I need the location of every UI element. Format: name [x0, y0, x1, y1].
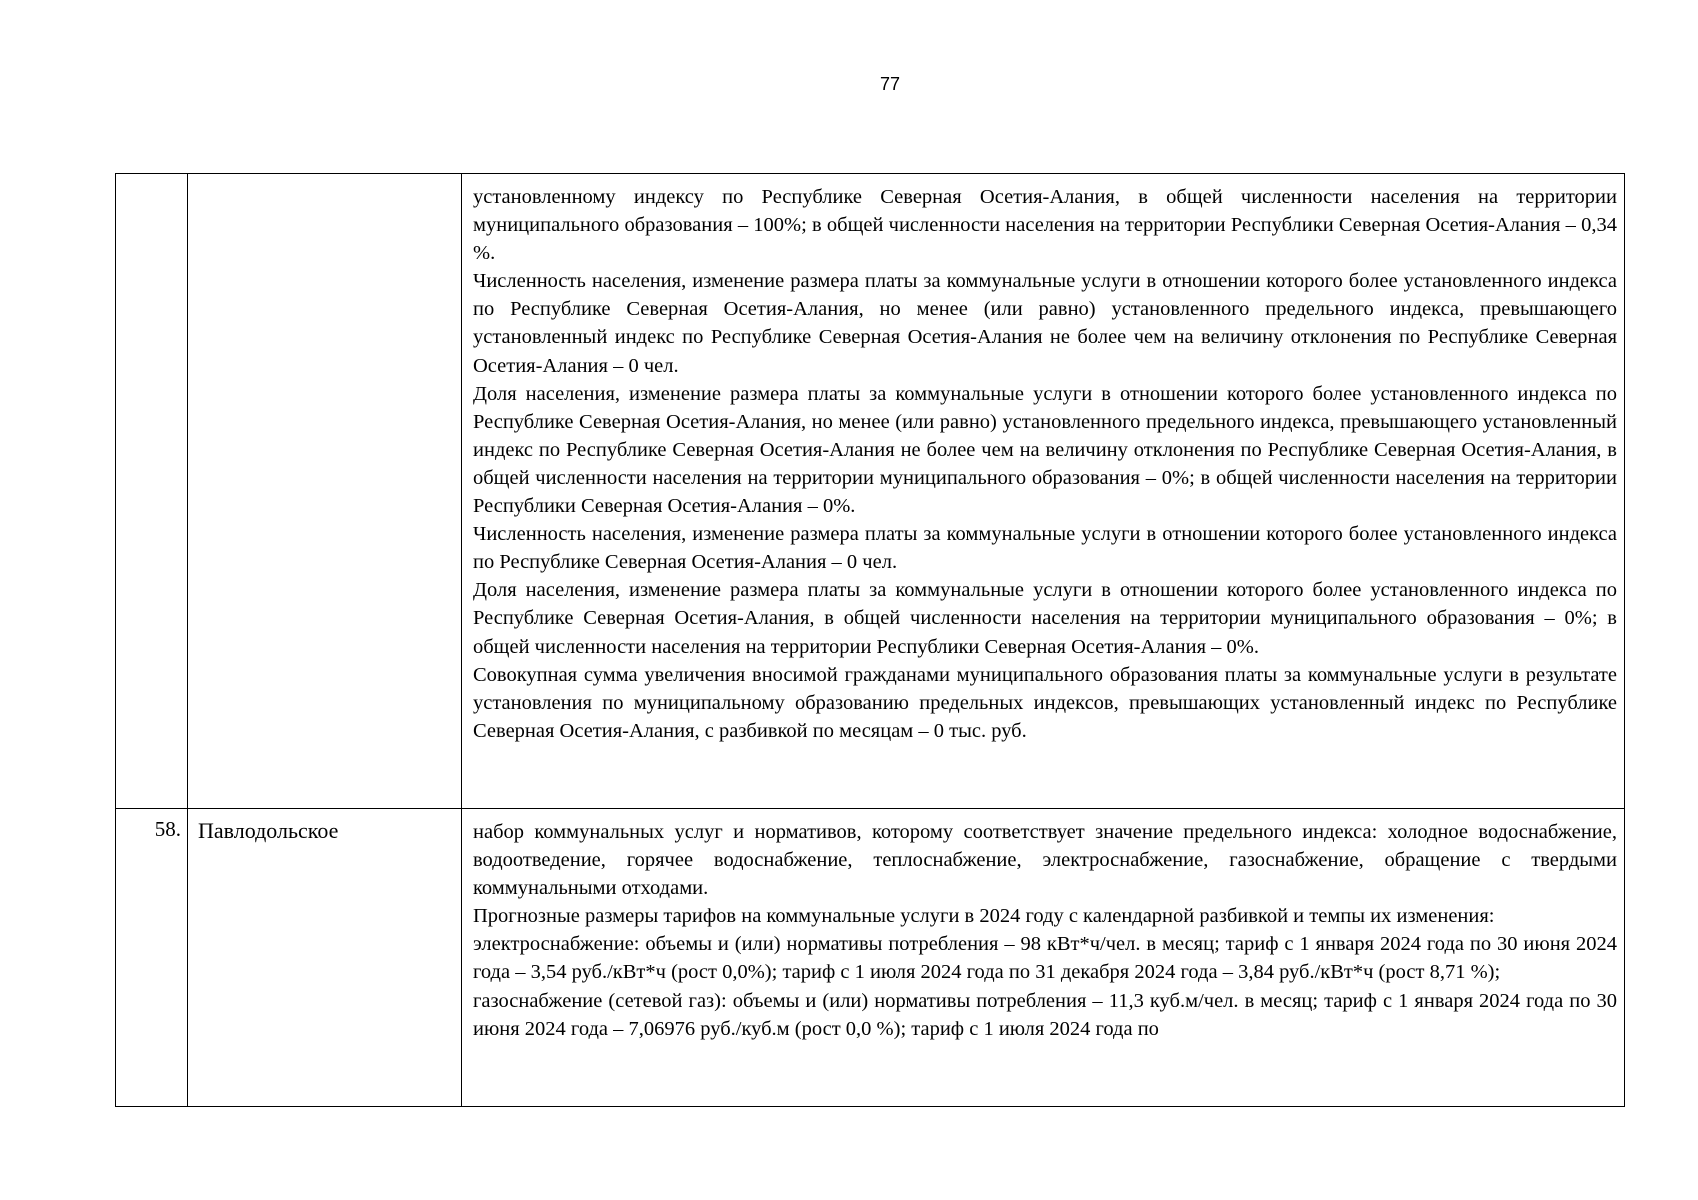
municipality-name-cell: Павлодольское — [188, 809, 462, 1107]
row-number-cell — [116, 174, 188, 809]
paragraph: Прогнозные размеры тарифов на коммунальные услуги в 2024 году с календарной разбивкой и темпы их изменения: — [473, 905, 1495, 928]
paragraph: Доля населения, изменение размера платы за коммунальные услуги в отношении которого более установленного индекса по Республике Северная Осетия-Алания, но менее (или равно) установленного предельного индекса, превышающего установленный индекс по Республике Северная Осетия-Алания не более чем на величину отклонения по Республике Северная Осетия-Алания, в общей численности населения на территории муниципального образования – 0%; в общей численности населения на территории Республики Северная Осетия-Алания – 0%. — [473, 382, 1617, 518]
table-row — [116, 809, 1625, 1107]
paragraph: установленному индексу по Республике Северная Осетия-Алания, в общей численности населения на территории муниципального образования – 100%; в общей численности населения на территории Республики Северная Осетия-Алания – 0,34 %. — [473, 186, 1617, 265]
paragraph: газоснабжение (сетевой газ): объемы и (или) нормативы потребления – 11,3 куб.м/чел. в месяц; тариф с 1 января 2024 года по 30 июня 2024 года – 7,06976 руб./куб.м (рост 0,0 %); тариф с 1 июля 2024 года по — [473, 989, 1617, 1040]
paragraph: Доля населения, изменение размера платы за коммунальные услуги в отношении которого более установленного индекса по Республике Северная Осетия-Алания, в общей численности населения на территории муниципального образования – 0%; в общей численности населения на территории Республики Северная Осетия-Алания – 0%. — [473, 579, 1617, 658]
table-row — [116, 174, 1625, 809]
row-number-cell: 58. — [116, 809, 188, 1107]
paragraph: Численность населения, изменение размера платы за коммунальные услуги в отношении которого более установленного индекса по Республике Северная Осетия-Алания – 0 чел. — [473, 523, 1617, 574]
description-cell — [462, 174, 1625, 809]
page-number: 77 — [879, 74, 901, 94]
paragraph: Численность населения, изменение размера платы за коммунальные услуги в отношении которого более установленного индекса по Республике Северная Осетия-Алания, но менее (или равно) установленного предельного индекса, превышающего установленный индекс по Республике Северная Осетия-Алания не более чем на величину отклонения по Республике Северная Осетия-Алания – 0 чел. — [473, 270, 1617, 377]
municipal-index-table — [115, 173, 1625, 1107]
paragraph: электроснабжение: объемы и (или) нормативы потребления – 98 кВт*ч/чел. в месяц; тариф с 1 января 2024 года по 30 июня 2024 года – 3,54 руб./кВт*ч (рост 0,0%); тариф с 1 июля 2024 года по 31 декабря 2024 года – 3,84 руб./кВт*ч (рост 8,71 %); — [473, 933, 1617, 984]
municipality-name-cell — [188, 174, 462, 809]
paragraph: набор коммунальных услуг и нормативов, которому соответствует значение предельного индекса: холодное водоснабжение, водоотведение, горячее водоснабжение, теплоснабжение, электроснабжение, газоснабжение, обращение с твердыми коммунальными отходами. — [473, 821, 1617, 900]
description-cell — [462, 809, 1625, 1107]
paragraph: Совокупная сумма увеличения вносимой гражданами муниципального образования платы за коммунальные услуги в результате установления по муниципальному образованию предельных индексов, превышающих установленный индекс по Республике Северная Осетия-Алания, с разбивкой по месяцам – 0 тыс. руб. — [473, 663, 1617, 742]
